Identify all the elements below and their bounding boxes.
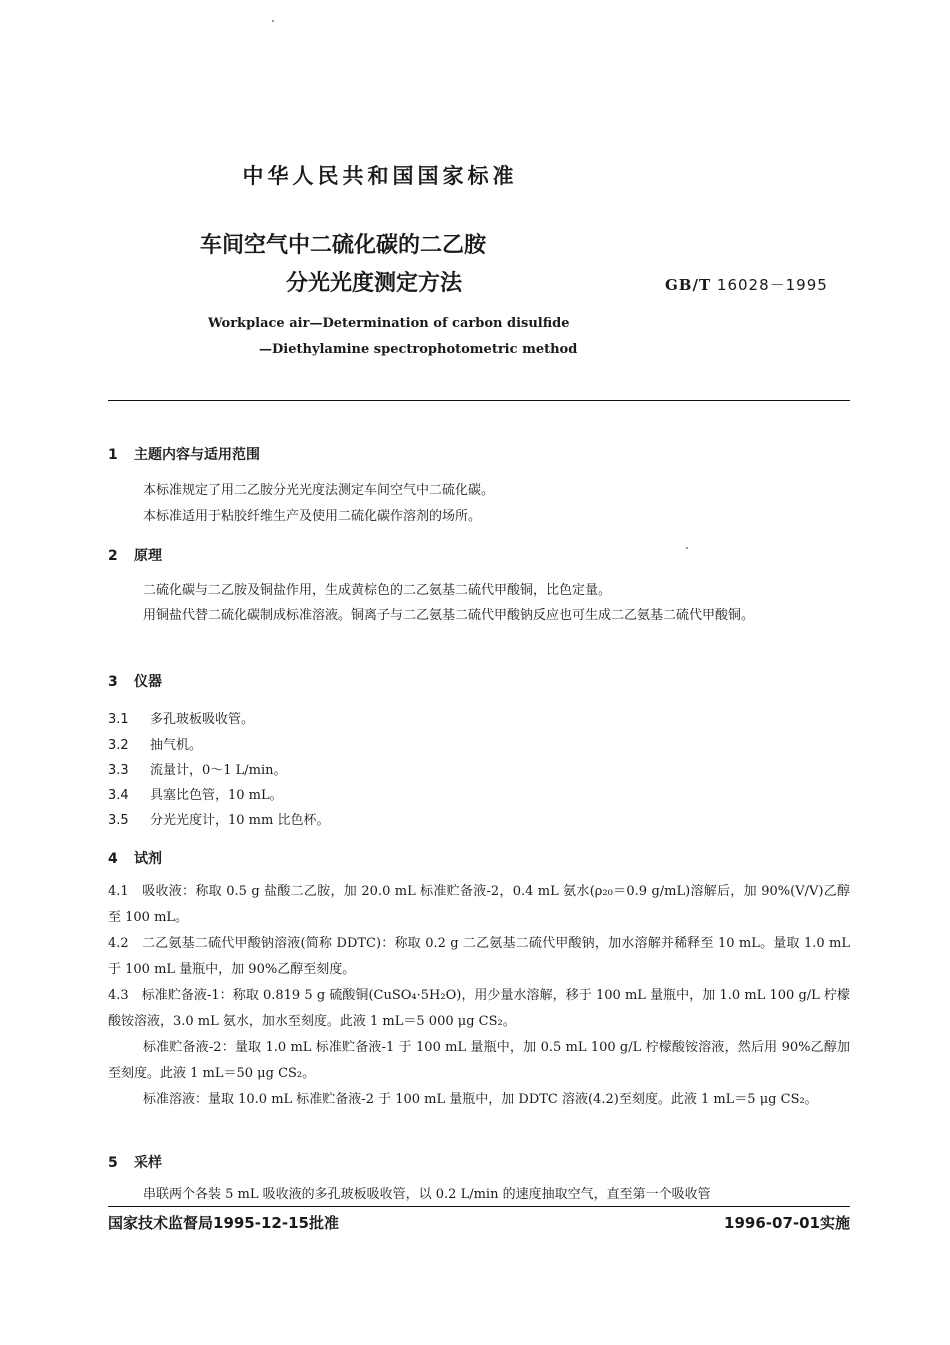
paragraph: 二硫化碳与二乙胺及铜盐作用，生成黄棕色的二乙氨基二硫代甲酸铜，比色定量。 (143, 583, 612, 598)
item-number: 3.2 (108, 738, 129, 753)
scan-speck (686, 547, 688, 549)
reagent-4-1: 4.1 吸收液：称取 0.5 g 盐酸二乙胺，加 20.0 mL 标准贮备液-2，0.4 mL 氨水(ρ₂₀＝0.9 g/mL)溶解后，加 90%(V/V)乙醇至 100 mL。 (108, 884, 850, 925)
national-standard-heading: 中华人民共和国国家标准 (242, 164, 518, 188)
item-number: 3.4 (108, 788, 129, 803)
list-item (108, 809, 329, 828)
section-title: 采样 (134, 1155, 162, 1171)
item-text: 流量计，0～1 L/min。 (150, 763, 287, 778)
section-title: 原理 (134, 548, 162, 564)
list-item (108, 708, 254, 727)
standard-prefix: GB/T (665, 276, 712, 294)
paragraph: 用铜盐代替二硫化碳制成标准溶液。铜离子与二乙氨基二硫代甲酸钠反应也可生成二乙氨基二硫代甲酸铜。 (143, 608, 755, 623)
section-number: 1 (108, 447, 118, 463)
reagent-stock-2: 标准贮备液-2：量取 1.0 mL 标准贮备液-1 于 100 mL 量瓶中，加 0.5 mL 100 g/L 柠檬酸铵溶液，然后用 90%乙醇加至刻度。此液 1 mL＝50 μg CS₂。 (108, 1040, 850, 1081)
header-divider (108, 400, 850, 401)
section-title: 主题内容与适用范围 (134, 447, 260, 463)
approval-date: 国家技术监督局1995-12-15批准 (108, 1214, 339, 1232)
section-number: 5 (108, 1155, 118, 1171)
list-item (108, 784, 283, 803)
section-number: 3 (108, 674, 118, 690)
english-title-line-2: —Diethylamine spectrophotometric method (259, 342, 578, 357)
list-item (108, 759, 287, 778)
section-number: 4 (108, 851, 118, 867)
english-title-line-1: Workplace air—Determination of carbon disulfide (208, 316, 570, 331)
item-text: 多孔玻板吸收管。 (150, 712, 255, 727)
reagent-4-3: 4.3 标准贮备液-1：称取 0.819 5 g 硫酸铜(CuSO₄·5H₂O)，用少量水溶解，移于 100 mL 量瓶中，加 1.0 mL 100 g/L 柠檬酸铵溶液，3.0 mL 氨水，加水至刻度。此液 1 mL＝5 000 μg CS₂。 (108, 988, 850, 1029)
item-number: 3.5 (108, 813, 129, 828)
reagent-standard: 标准溶液：量取 10.0 mL 标准贮备液-2 于 100 mL 量瓶中，加 DDTC 溶液(4.2)至刻度。此液 1 mL＝5 μg CS₂。 (143, 1092, 818, 1107)
paragraph: 本标准适用于粘胶纤维生产及使用二硫化碳作溶剂的场所。 (143, 509, 482, 524)
section-5-heading (108, 1152, 162, 1172)
paragraph: 串联两个各装 5 mL 吸收液的多孔玻板吸收管，以 0.2 L/min 的速度抽取空气，直至第一个吸收管 (143, 1187, 711, 1202)
section-2-heading (108, 545, 162, 565)
reagent-4-2: 4.2 二乙氨基二硫代甲酸钠溶液(简称 DDTC)：称取 0.2 g 二乙氨基二硫代甲酸钠，加水溶解并稀释至 10 mL。量取 1.0 mL 于 100 mL 量瓶中，加 90%乙醇至刻度。 (108, 936, 850, 977)
item-text: 抽气机。 (150, 738, 203, 753)
section-title: 试剂 (134, 851, 162, 867)
section-4-heading (108, 848, 162, 868)
standard-number (665, 274, 828, 295)
item-number: 3.3 (108, 763, 129, 778)
paragraph: 本标准规定了用二乙胺分光光度法测定车间空气中二硫化碳。 (143, 483, 495, 498)
item-text: 分光光度计，10 mm 比色杯。 (150, 813, 330, 828)
title-line-1: 车间空气中二硫化碳的二乙胺 (200, 233, 487, 258)
section-3-heading (108, 671, 162, 691)
reagents-block (108, 879, 850, 1113)
implementation-date: 1996-07-01实施 (724, 1214, 850, 1232)
footer-divider (108, 1206, 850, 1207)
paragraph-block (108, 603, 850, 629)
standard-code: 16028－1995 (716, 276, 828, 294)
scan-speck (272, 20, 274, 22)
section-1-heading (108, 444, 260, 464)
section-number: 2 (108, 548, 118, 564)
title-line-2: 分光光度测定方法 (286, 271, 463, 296)
item-text: 具塞比色管，10 mL。 (150, 788, 283, 803)
item-number: 3.1 (108, 712, 129, 727)
list-item (108, 734, 202, 753)
section-title: 仪器 (134, 674, 162, 690)
